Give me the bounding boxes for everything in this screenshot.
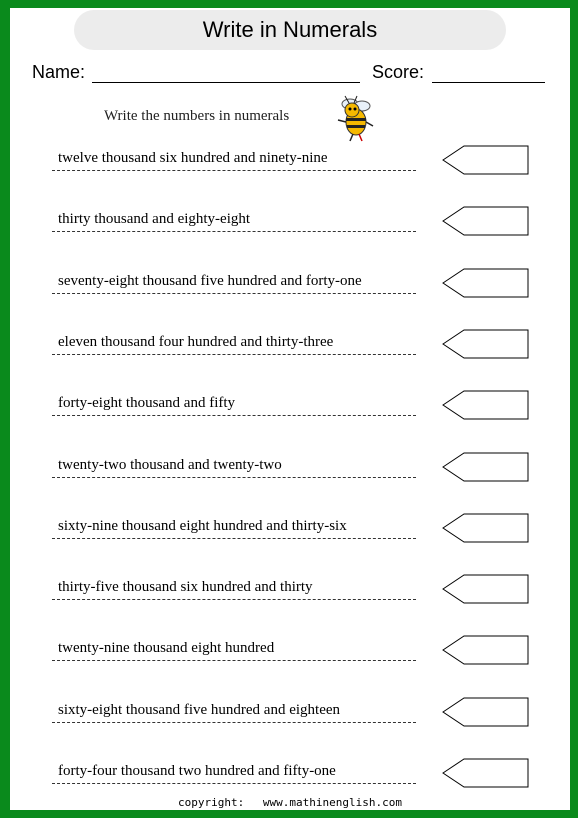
dashed-line bbox=[52, 599, 416, 600]
exercise-item bbox=[50, 273, 560, 313]
exercise-item bbox=[50, 702, 560, 742]
answer-box-icon[interactable] bbox=[442, 390, 530, 420]
exercise-text: thirty thousand and eighty-eight bbox=[58, 211, 251, 228]
dashed-line bbox=[52, 293, 416, 294]
exercise-text: forty-four thousand two hundred and fifty-one bbox=[58, 763, 336, 779]
answer-box-icon[interactable] bbox=[442, 635, 530, 665]
exercise-item bbox=[50, 579, 560, 619]
score-field[interactable] bbox=[432, 82, 545, 83]
answer-box-icon[interactable] bbox=[442, 574, 530, 604]
instruction-text: Write the numbers in numerals bbox=[104, 108, 290, 124]
name-label: Name: bbox=[32, 62, 86, 82]
exercise-text: thirty-five thousand six hundred and thirty bbox=[58, 579, 313, 596]
answer-box-icon[interactable] bbox=[442, 145, 530, 175]
exercise-item bbox=[50, 334, 560, 374]
exercise-item bbox=[50, 211, 560, 251]
name-field[interactable] bbox=[92, 82, 360, 83]
answer-box-icon[interactable] bbox=[442, 452, 530, 482]
exercise-item bbox=[50, 395, 560, 435]
dashed-line bbox=[52, 415, 416, 416]
exercise-item bbox=[50, 640, 560, 680]
exercise-text: seventy-eight thousand five hundred and forty-one bbox=[58, 272, 362, 289]
dashed-line bbox=[52, 354, 416, 355]
dashed-line bbox=[52, 538, 416, 539]
answer-box-icon[interactable] bbox=[442, 758, 530, 788]
exercise-text: sixty-nine thousand eight hundred and thirty-six bbox=[58, 517, 347, 534]
score-label: Score: bbox=[372, 62, 425, 82]
dashed-line bbox=[52, 477, 416, 478]
exercise-item bbox=[50, 457, 560, 497]
dashed-line bbox=[52, 660, 416, 661]
exercise-text: eleven thousand four hundred and thirty-three bbox=[58, 333, 334, 350]
website-link[interactable]: www.mathinenglish.com bbox=[262, 796, 402, 809]
page-title: Write in Numerals bbox=[202, 17, 378, 42]
exercise-text: forty-eight thousand and fifty bbox=[58, 395, 236, 412]
name-score-row bbox=[32, 62, 562, 90]
answer-box-icon[interactable] bbox=[442, 206, 530, 236]
answer-box-icon[interactable] bbox=[442, 513, 530, 543]
dashed-line bbox=[52, 170, 416, 171]
footer bbox=[10, 796, 570, 809]
copyright-label: copyright: bbox=[178, 796, 245, 809]
exercise-text: twenty-nine thousand eight hundred bbox=[58, 640, 275, 657]
exercise-text: sixty-eight thousand five hundred and eighteen bbox=[58, 701, 341, 718]
answer-box-icon[interactable] bbox=[442, 268, 530, 298]
exercise-item bbox=[50, 150, 560, 190]
title-banner bbox=[74, 10, 506, 50]
dashed-line bbox=[52, 722, 416, 723]
exercise-item bbox=[50, 518, 560, 558]
worksheet bbox=[10, 8, 570, 810]
bee-icon bbox=[328, 92, 380, 144]
answer-box-icon[interactable] bbox=[442, 329, 530, 359]
answer-box-icon[interactable] bbox=[442, 697, 530, 727]
dashed-line bbox=[52, 783, 416, 784]
exercise-text: twenty-two thousand and twenty-two bbox=[58, 456, 282, 473]
dashed-line bbox=[52, 231, 416, 232]
exercise-text: twelve thousand six hundred and ninety-nine bbox=[58, 150, 328, 166]
